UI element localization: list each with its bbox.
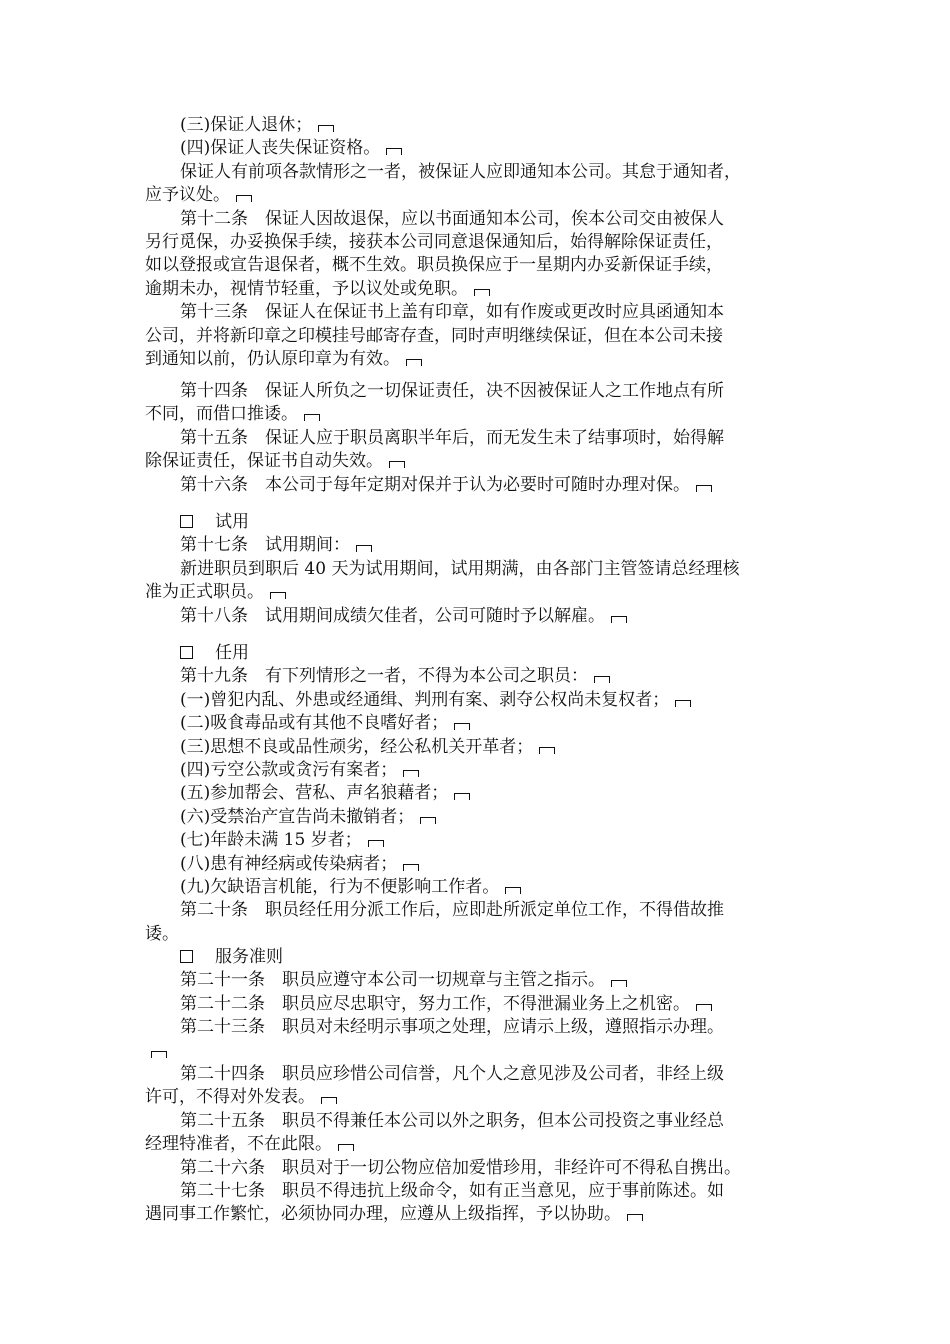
paragraph-mark-icon — [403, 864, 419, 871]
document-line — [145, 184, 810, 207]
line-text: 经理特准者，不在此限。 — [145, 1134, 332, 1155]
paragraph-mark-icon — [151, 1051, 167, 1058]
line-text: 第二十条 职员经任用分派工作后，应即赴所派定单位工作，不得借故推 — [180, 900, 724, 921]
line-text: 第二十一条 职员应遵守本公司一切规章与主管之指示。 — [180, 970, 605, 991]
document-line — [145, 325, 810, 348]
paragraph-mark-icon — [321, 1097, 337, 1104]
paragraph-mark-icon — [270, 592, 286, 599]
document-line — [145, 348, 810, 371]
section-heading — [145, 511, 810, 534]
line-text: 逾期未办，视情节轻重，予以议处或免职。 — [145, 278, 468, 299]
paragraph-mark-icon — [454, 793, 470, 800]
document-line — [145, 161, 810, 184]
paragraph-mark-icon — [611, 616, 627, 623]
document-line — [145, 254, 810, 277]
line-text: 遇同事工作繁忙，必须协同办理，应遵从上级指挥，予以协助。 — [145, 1204, 621, 1225]
document-line — [145, 581, 810, 604]
line-text: 服务准则 — [215, 947, 283, 967]
document-line — [145, 1180, 810, 1203]
section-guarantee-part2 — [145, 380, 810, 497]
paragraph-mark-icon — [420, 817, 436, 824]
line-text: (九)欠缺语言机能，行为不便影响工作者。 — [180, 876, 500, 897]
line-text: 第十六条 本公司于每年定期对保并于认为必要时可随时办理对保。 — [180, 474, 690, 495]
line-text: 到通知以前，仍认原印章为有效。 — [145, 348, 400, 369]
document-line — [145, 427, 810, 450]
section-service-rules — [145, 946, 810, 1227]
paragraph-mark-icon — [338, 1144, 354, 1151]
paragraph-mark-icon — [318, 125, 334, 132]
line-text: 诿。 — [145, 923, 179, 944]
section-probation — [145, 511, 810, 628]
document-line — [145, 993, 810, 1016]
paragraph-mark-icon — [368, 840, 384, 847]
paragraph-mark-icon — [474, 289, 490, 296]
document-line — [145, 137, 810, 160]
document-line — [145, 782, 810, 805]
document-line — [145, 605, 810, 628]
document-line — [145, 689, 810, 712]
document-line — [145, 558, 810, 581]
line-text: 除保证责任，保证书自动失效。 — [145, 451, 383, 472]
line-text: 第十九条 有下列情形之一者，不得为本公司之职员： — [180, 666, 588, 687]
document-line — [145, 1203, 810, 1226]
line-text: 应予议处。 — [145, 185, 230, 206]
line-text: 第十三条 保证人在保证书上盖有印章，如有作废或更改时应具函通知本 — [180, 302, 724, 323]
line-text: 第十七条 试用期间： — [180, 535, 350, 556]
section-guarantee-part1 — [145, 114, 810, 371]
document-line — [145, 969, 810, 992]
document-line — [145, 1086, 810, 1109]
line-text: 新进职员到职后 40 天为试用期间，试用期满，由各部门主管签请总经理核 — [180, 558, 740, 579]
line-text: 试用 — [215, 512, 249, 532]
document-line — [145, 665, 810, 688]
paragraph-mark-icon — [236, 195, 252, 202]
document-line — [145, 736, 810, 759]
line-text: 第十二条 保证人因故退保，应以书面通知本公司，俟本公司交由被保人 — [180, 208, 724, 229]
document-line — [145, 876, 810, 899]
line-text: (六)受禁治产宣告尚未撤销者； — [180, 806, 415, 827]
document-line — [145, 474, 810, 497]
document-line — [145, 806, 810, 829]
document-line — [145, 534, 810, 557]
document-line — [145, 380, 810, 403]
line-text: 保证人有前项各款情形之一者，被保证人应即通知本公司。其怠于通知者， — [180, 161, 741, 182]
paragraph-mark-icon — [611, 980, 627, 987]
document-line — [145, 301, 810, 324]
document-line — [145, 403, 810, 426]
line-text: 第十四条 保证人所负之一切保证责任，决不因被保证人之工作地点有所 — [180, 381, 724, 401]
document-line — [145, 899, 810, 922]
line-text: 公司，并将新印章之印模挂号邮寄存查，同时声明继续保证，但在本公司未接 — [145, 325, 723, 346]
line-text: (三)保证人退休； — [180, 115, 313, 135]
line-text: (三)思想不良或品性顽劣，经公私机关开革者； — [180, 736, 534, 757]
paragraph-mark-icon — [696, 485, 712, 492]
paragraph-mark-icon — [304, 414, 320, 421]
line-text: (二)吸食毒品或有其他不良嗜好者； — [180, 713, 449, 734]
document-line — [145, 1157, 810, 1180]
line-text: (四)保证人丧失保证资格。 — [180, 138, 381, 159]
line-text: (八)患有神经病或传染病者； — [180, 853, 398, 874]
line-text: 第二十四条 职员应珍惜公司信誉，凡个人之意见涉及公司者，非经上级 — [180, 1063, 724, 1084]
line-text: 任用 — [215, 643, 249, 663]
document-line — [145, 231, 810, 254]
section-heading — [145, 946, 810, 969]
line-text: (四)亏空公款或贪污有案者； — [180, 759, 398, 780]
line-text: 第二十二条 职员应尽忠职守，努力工作，不得泄漏业务上之机密。 — [180, 993, 690, 1014]
paragraph-mark-icon — [386, 148, 402, 155]
line-text: 第十五条 保证人应于职员离职半年后，而无发生未了结事项时，始得解 — [180, 427, 724, 448]
paragraph-mark-icon — [539, 747, 555, 754]
line-text: 第二十五条 职员不得兼任本公司以外之职务，但本公司投资之事业经总 — [180, 1110, 724, 1131]
checkbox-square-icon — [180, 950, 193, 963]
line-text: (一)曾犯内乱、外患或经通缉、判刑有案、剥夺公权尚未复权者； — [180, 689, 670, 710]
paragraph-mark-icon — [403, 770, 419, 777]
line-text: 许可，不得对外发表。 — [145, 1087, 315, 1108]
paragraph-mark-icon — [594, 676, 610, 683]
paragraph-mark-icon — [389, 461, 405, 468]
line-text: (五)参加帮会、营私、声名狼藉者； — [180, 783, 449, 804]
document-line — [145, 278, 810, 301]
line-text: 不同，而借口推诿。 — [145, 404, 298, 425]
document-line — [145, 1016, 810, 1039]
document-line — [145, 1110, 810, 1133]
line-text: 第二十七条 职员不得违抗上级命令，如有正当意见，应于事前陈述。如 — [180, 1180, 724, 1201]
document-line — [145, 712, 810, 735]
document-line — [145, 450, 810, 473]
line-text: 第十八条 试用期间成绩欠佳者，公司可随时予以解雇。 — [180, 605, 605, 626]
line-text: 如以登报或宣告退保者，概不生效。职员换保应于一星期内办妥新保证手续， — [145, 255, 723, 276]
document-line — [145, 1040, 810, 1063]
checkbox-square-icon — [180, 646, 193, 659]
document-line — [145, 829, 810, 852]
section-heading — [145, 642, 810, 665]
document-line — [145, 759, 810, 782]
line-text: (七)年龄未满 15 岁者； — [180, 830, 362, 851]
document-line — [145, 923, 810, 946]
document-line — [145, 208, 810, 231]
document-line — [145, 853, 810, 876]
document-line — [145, 1063, 810, 1086]
paragraph-mark-icon — [696, 1004, 712, 1011]
paragraph-mark-icon — [505, 887, 521, 894]
section-appointment — [145, 642, 810, 946]
paragraph-mark-icon — [356, 545, 372, 552]
document-line — [145, 114, 810, 137]
checkbox-square-icon — [180, 515, 193, 528]
paragraph-mark-icon — [454, 723, 470, 730]
line-text: 第二十三条 职员对未经明示事项之处理，应请示上级，遵照指示办理。 — [180, 1017, 724, 1038]
line-text: 另行觅保，办妥换保手续，接获本公司同意退保通知后，始得解除保证责任， — [145, 231, 723, 252]
line-text: 准为正式职员。 — [145, 582, 264, 603]
line-text: 第二十六条 职员对于一切公物应倍加爱惜珍用，非经许可不得私自携出。 — [180, 1157, 741, 1178]
document-line — [145, 1133, 810, 1156]
paragraph-mark-icon — [627, 1214, 643, 1221]
paragraph-mark-icon — [675, 700, 691, 707]
paragraph-mark-icon — [406, 359, 422, 366]
